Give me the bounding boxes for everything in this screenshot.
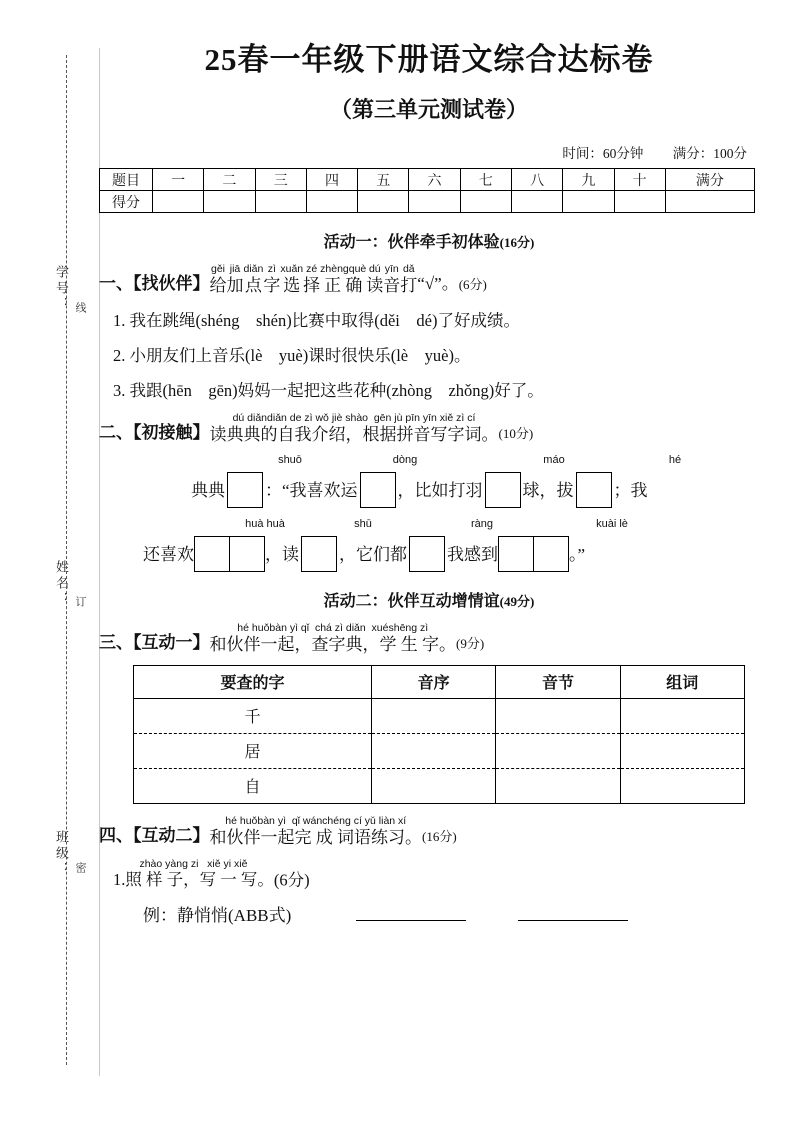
score-cell[interactable] [563, 191, 614, 213]
table-row [100, 169, 755, 191]
q1-ruby-10: dǎ 打 [400, 263, 418, 295]
q4-sub1-text: 照 样 子，写 一 写。 [125, 870, 274, 889]
q2-line1-mid: ：“我喜欢运 [265, 480, 358, 500]
dict-cell-syllable-1[interactable] [496, 698, 620, 733]
exam-content [99, 34, 759, 926]
q4-sub1-pinyin: zhào yàng zi xiě yi xiě [139, 858, 248, 870]
q2-line1-mid2: ，比如打羽 [397, 480, 483, 500]
q4-ruby-text: hé huǒbàn yì qǐ wánchéng cí yǔ liàn xí 和伙伴一起完 成 词语练习。 [209, 814, 422, 847]
score-col-2: 二 [204, 169, 255, 191]
q2-blank-huahua[interactable] [194, 536, 265, 572]
q2-blank-shu[interactable] [301, 536, 337, 572]
q2-line1-tail: ；我 [613, 480, 648, 500]
question-2 [99, 413, 759, 445]
q2-line2-tail: 。” [569, 544, 586, 564]
activity-2-title: 活动二：伙伴互动增情谊 [323, 592, 500, 610]
score-cell[interactable] [511, 191, 562, 213]
table-row [134, 698, 745, 733]
dict-cell-char-1: 千 [134, 698, 372, 733]
dashed-cut-line [66, 55, 67, 1065]
q3-points: (9分) [456, 635, 485, 651]
score-col-5: 五 [358, 169, 409, 191]
question-4 [99, 816, 759, 848]
q4-tag: 【互动二】 [133, 825, 210, 845]
q4-answer-blank-2[interactable] [518, 906, 628, 921]
dict-cell-word-2[interactable] [620, 733, 744, 768]
q2-line1-lead: 典典 [191, 480, 225, 500]
page-title: 25春一年级下册语文综合达标卷 [204, 42, 654, 77]
activity-2-heading [99, 588, 759, 611]
score-col-4: 四 [306, 169, 357, 191]
dictionary-table [133, 665, 745, 804]
q2-line2-lead: 还喜欢 [143, 544, 194, 564]
q1-points: (6分) [458, 276, 487, 292]
q1-item-2[interactable]: 2. 小朋友们上音乐(lè yuè)课时很快乐(lè yuè)。 [113, 346, 471, 366]
dict-cell-word-1[interactable] [620, 698, 744, 733]
side-mark-line: 线 [74, 302, 86, 315]
score-col-9: 九 [563, 169, 614, 191]
score-cell[interactable] [409, 191, 460, 213]
side-label-class: 班级： [54, 830, 69, 878]
dict-cell-syllable-2[interactable] [496, 733, 620, 768]
q2-line2-mid: ，读 [265, 544, 299, 564]
q4-answer-blank-1[interactable] [356, 906, 466, 921]
q1-ruby-4: zì 字 [263, 263, 281, 295]
q1-item-1[interactable]: 1. 我在跳绳(shéng shén)比赛中取得(děi dé)了好成绩。 [113, 311, 520, 331]
score-col-1: 一 [153, 169, 204, 191]
q1-ruby-1: gěi 给 [209, 263, 227, 295]
q1-ruby-8: dú 读 [366, 263, 384, 295]
activity-1-points: (16分) [499, 235, 535, 250]
activity-1-title: 活动一：伙伴牵手初体验 [323, 234, 500, 251]
side-mark-seal: 密 [74, 862, 86, 875]
score-cell[interactable] [153, 191, 204, 213]
exam-total: 满分：100分 [672, 146, 747, 161]
q3-number: 三、 [99, 632, 133, 652]
score-col-8: 八 [511, 169, 562, 191]
activity-1-heading [99, 229, 759, 252]
q2-tag: 【初接触】 [133, 423, 210, 442]
side-margin [18, 40, 88, 1080]
q2-blank-kuaile[interactable] [498, 536, 569, 572]
table-row [134, 733, 745, 768]
q1-ruby-5: xuǎn 选 [280, 263, 304, 295]
q1-ruby-3: diǎn 点 [243, 263, 264, 295]
q4-sub1-number: 1. [113, 870, 126, 889]
q1-ruby-6: zé 择 [303, 263, 321, 295]
q3-ruby-text: hé huǒbàn yì qǐ chá zì diǎn xuéshēng zì 和伙伴一起，查字典，学 生 字。 [209, 621, 456, 654]
score-row-label-1: 题目 [100, 169, 153, 191]
table-row [134, 768, 745, 803]
q2-answer-line-1 [99, 454, 759, 508]
table-row [100, 191, 755, 213]
q1-tail: “√”。 [417, 273, 459, 293]
q2-pinyin-dong: dòng [392, 453, 418, 466]
q2-pinyin-mao: máo [543, 453, 565, 466]
page-subtitle: （第三单元测试卷） [329, 97, 528, 122]
question-3 [99, 623, 759, 655]
activity-2-points: (49分) [499, 593, 535, 609]
score-cell[interactable] [614, 191, 665, 213]
side-mark-bind: 订 [74, 596, 86, 609]
dict-cell-syllable-3[interactable] [496, 768, 620, 803]
dict-cell-initial-3[interactable] [371, 768, 495, 803]
dict-header-char: 要查的字 [134, 665, 372, 698]
dict-header-word: 组词 [620, 665, 744, 698]
q1-tag: 【找伙伴】 [133, 273, 210, 293]
q4-pinyin-line: hé huǒbàn yì qǐ wánchéng cí yǔ liàn xí [225, 814, 407, 827]
score-cell[interactable] [306, 191, 357, 213]
q2-pinyin-huahua: huà huà [245, 517, 285, 530]
side-label-name: 姓名： [54, 560, 69, 608]
q4-example-text: 例：静悄悄(ABB式) [143, 905, 292, 925]
score-col-3: 三 [255, 169, 306, 191]
q4-sub-1 [99, 859, 759, 891]
score-cell[interactable] [665, 191, 754, 213]
score-cell[interactable] [204, 191, 255, 213]
q2-line2-mid2: ，它们都 [339, 544, 407, 564]
q2-blank-dong[interactable] [360, 472, 396, 508]
q1-number: 一、 [99, 273, 133, 293]
q3-tag: 【互动一】 [133, 632, 210, 652]
q2-number: 二、 [99, 423, 133, 442]
score-col-7: 七 [460, 169, 511, 191]
dict-cell-initial-1[interactable] [371, 698, 495, 733]
q2-pinyin-kuaile: kuài lè [596, 517, 628, 530]
score-cell[interactable] [255, 191, 306, 213]
q2-ruby-text: dú diǎndiǎn de zì wǒ jiè shào gēn jù pīn yīn xiě zì cí 读典典的自我介绍，根据拼音写字词。 [209, 412, 499, 445]
q2-blank-shuo[interactable] [227, 472, 263, 508]
score-col-total: 满分 [665, 169, 754, 191]
score-row-label-2: 得分 [100, 191, 153, 213]
q2-pinyin-line: dú diǎndiǎn de zì wǒ jiè shào gēn jù pīn yīn xiě zì cí [232, 412, 476, 425]
q4-number: 四、 [99, 825, 133, 845]
q4-example-row [99, 901, 759, 926]
q2-pinyin-shuo: shuō [278, 453, 302, 466]
dict-cell-char-3: 自 [134, 768, 372, 803]
score-col-6: 六 [409, 169, 460, 191]
exam-time: 时间：60分钟 [562, 146, 644, 161]
q1-ruby-2: jiā 加 [226, 263, 244, 295]
q2-pinyin-shu: shū [354, 517, 372, 530]
dict-header-initial: 音序 [371, 665, 495, 698]
dict-cell-initial-2[interactable] [371, 733, 495, 768]
q1-ruby-7: zhèngquè 正 确 [320, 263, 367, 295]
q1-item-3[interactable]: 3. 我跟(hēn gēn)妈妈一起把这些花种(zhòng zhǒng)好了。 [113, 381, 544, 401]
exam-meta [99, 142, 759, 162]
q4-sub1-ruby [113, 859, 274, 891]
q2-blank-rang[interactable] [409, 536, 445, 572]
dict-header-syllable: 音节 [496, 665, 620, 698]
dict-cell-word-3[interactable] [620, 768, 744, 803]
side-label-student-id: 学号： [54, 265, 69, 313]
q4-sub1-points: (6分) [273, 870, 310, 890]
q1-ruby-9: yīn 音 [383, 263, 401, 295]
question-1 [99, 264, 759, 296]
q4-points: (16分) [422, 828, 457, 844]
score-cell[interactable] [358, 191, 409, 213]
q2-points: (10分) [498, 426, 534, 441]
dict-cell-char-2: 居 [134, 733, 372, 768]
q2-blank-he[interactable] [576, 472, 612, 508]
score-cell[interactable] [460, 191, 511, 213]
table-header-row [134, 665, 745, 698]
q2-line1-mid3: 球，拔 [522, 480, 574, 500]
score-table [99, 168, 755, 213]
q2-blank-mao[interactable] [485, 472, 521, 508]
q3-pinyin-line: hé huǒbàn yì qǐ chá zì diǎn xuéshēng zì [237, 621, 429, 634]
q2-line2-mid3: 我感到 [447, 544, 498, 564]
q2-pinyin-rang: ràng [470, 517, 494, 530]
q2-answer-line-2 [99, 518, 759, 572]
q2-pinyin-he: hé [668, 453, 682, 466]
score-col-10: 十 [614, 169, 665, 191]
